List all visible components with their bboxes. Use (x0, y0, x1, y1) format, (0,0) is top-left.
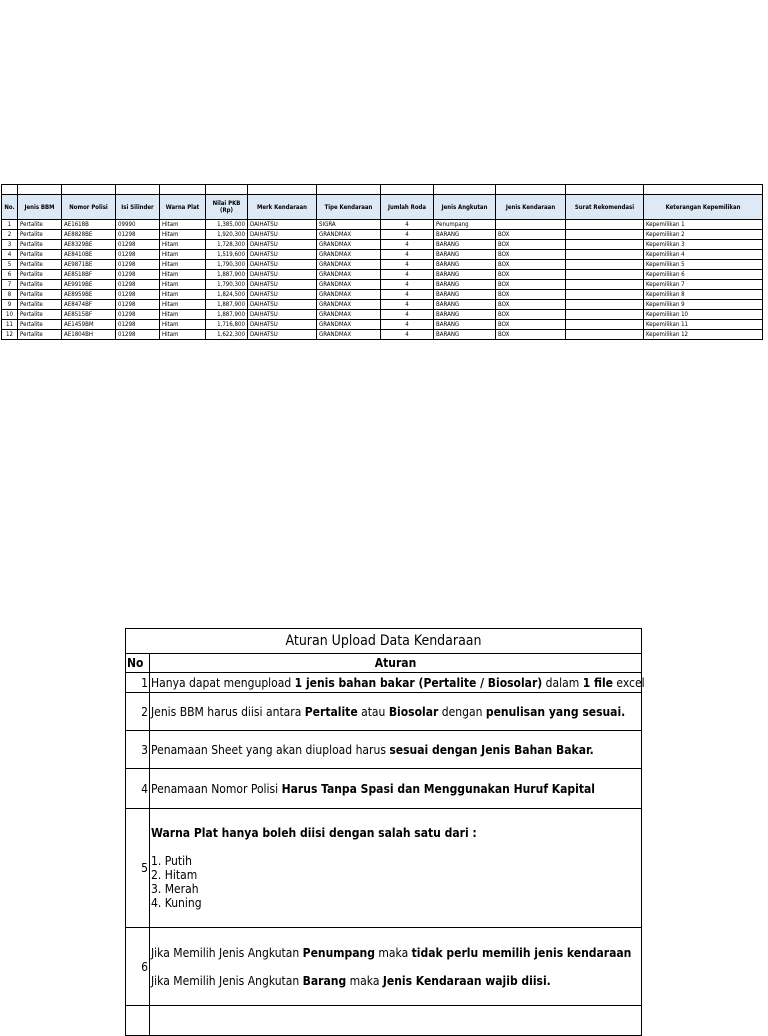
rule-text-part: maka (346, 973, 383, 988)
plate-color-option: 1. Putih (151, 854, 192, 868)
table-cell: AE8474BF (62, 300, 116, 310)
table-cell: DAIHATSU (248, 250, 317, 260)
rule-text (150, 1006, 642, 1036)
table-cell: 01298 (116, 250, 160, 260)
table-row (2, 280, 763, 290)
table-cell: Kepemilikan 4 (644, 250, 763, 260)
table-cell: Kepemilikan 9 (644, 300, 763, 310)
rule-text-part: Hanya dapat mengupload (151, 675, 295, 690)
table-cell: Pertalite (18, 310, 62, 320)
table-cell: BOX (496, 230, 566, 240)
rule-text (150, 693, 642, 731)
table-row (2, 240, 763, 250)
rule-text (150, 731, 642, 769)
table-cell (566, 230, 644, 240)
rule-text-bold: Pertalite (304, 704, 358, 719)
rule-text-bold: penulisan yang sesuai. (485, 704, 626, 719)
table-row (2, 250, 763, 260)
table-cell: 09990 (116, 220, 160, 230)
table-cell: 1,790,300 (206, 280, 248, 290)
table-cell (496, 220, 566, 230)
rule-text-part: excel (612, 675, 645, 690)
table-cell: 4 (2, 250, 18, 260)
rule-text (150, 769, 642, 809)
table-cell (566, 330, 644, 340)
table-cell: DAIHATSU (248, 280, 317, 290)
table-cell: 1,790,300 (206, 260, 248, 270)
table-cell: BARANG (434, 320, 496, 330)
table-cell: BOX (496, 240, 566, 250)
rule-row-6 (126, 928, 642, 1006)
table-cell: 01298 (116, 230, 160, 240)
rules-rule-header: Aturan (150, 654, 642, 673)
table-cell: BARANG (434, 330, 496, 340)
plate-color-option: 3. Merah (151, 882, 199, 896)
table-cell: DAIHATSU (248, 300, 317, 310)
table-cell: BOX (496, 320, 566, 330)
table-row (2, 220, 763, 230)
table-cell: 12 (2, 330, 18, 340)
table-row (2, 260, 763, 270)
table-cell: 01298 (116, 290, 160, 300)
table-cell: 6 (2, 270, 18, 280)
table-cell: GRANDMAX (317, 290, 381, 300)
table-cell: 4 (381, 220, 434, 230)
column-header: Nilai PKB (Rp) (206, 195, 248, 220)
rule-number: 5 (126, 809, 150, 928)
table-cell: GRANDMAX (317, 270, 381, 280)
column-header: Surat Rekomendasi (566, 195, 644, 220)
table-cell: DAIHATSU (248, 230, 317, 240)
column-header: Warna Plat (160, 195, 206, 220)
table-row (2, 230, 763, 240)
rules-title: Aturan Upload Data Kendaraan (126, 629, 642, 654)
plate-color-heading: Warna Plat hanya boleh diisi dengan salah satu dari : (151, 826, 477, 840)
table-cell: DAIHATSU (248, 220, 317, 230)
table-cell: BARANG (434, 250, 496, 260)
table-cell: AE8410BE (62, 250, 116, 260)
rule-text-bold: tidak perlu memilih jenis kendaraan (411, 945, 632, 960)
table-cell (566, 260, 644, 270)
rule-text-bold: sesuai dengan Jenis Bahan Bakar. (389, 742, 594, 757)
table-cell: AE1618B (62, 220, 116, 230)
table-cell: BOX (496, 310, 566, 320)
table-cell: DAIHATSU (248, 320, 317, 330)
table-header-row (2, 195, 763, 220)
table-cell (566, 300, 644, 310)
table-cell: Kepemilikan 11 (644, 320, 763, 330)
table-cell: 01298 (116, 300, 160, 310)
table-cell: DAIHATSU (248, 240, 317, 250)
table-cell: 11 (2, 320, 18, 330)
table-cell: GRANDMAX (317, 250, 381, 260)
rule-row-2 (126, 693, 642, 731)
table-cell: Pertalite (18, 250, 62, 260)
table-cell: Hitam (160, 300, 206, 310)
rules-no-header: No (126, 654, 150, 673)
table-cell: BOX (496, 270, 566, 280)
rule-text-part: Jika Memilih Jenis Angkutan (151, 945, 303, 960)
table-cell: GRANDMAX (317, 240, 381, 250)
table-cell: Kepemilikan 7 (644, 280, 763, 290)
table-cell (566, 290, 644, 300)
column-header: Tipe Kendaraan (317, 195, 381, 220)
table-cell: GRANDMAX (317, 230, 381, 240)
table-cell: Kepemilikan 5 (644, 260, 763, 270)
column-header: Merk Kendaraan (248, 195, 317, 220)
table-cell: Hitam (160, 230, 206, 240)
table-cell: AE9919BE (62, 280, 116, 290)
rule-text-bold: Penumpang (302, 945, 375, 960)
table-cell: 01298 (116, 330, 160, 340)
table-cell: 10 (2, 310, 18, 320)
table-cell: 1,716,800 (206, 320, 248, 330)
table-row (2, 320, 763, 330)
rule-row-4 (126, 769, 642, 809)
table-cell: BOX (496, 280, 566, 290)
table-row (2, 270, 763, 280)
table-cell: 1,920,300 (206, 230, 248, 240)
table-row (2, 300, 763, 310)
rule-text-part: Jenis BBM harus diisi antara (151, 704, 305, 719)
table-cell: Hitam (160, 260, 206, 270)
table-cell: AE8959BE (62, 290, 116, 300)
rule-number: 2 (126, 693, 150, 731)
table-cell: 1,824,500 (206, 290, 248, 300)
table-cell: Pertalite (18, 300, 62, 310)
table-cell: DAIHATSU (248, 270, 317, 280)
column-header: Jenis Angkutan (434, 195, 496, 220)
rule-text-part: atau (357, 704, 389, 719)
rule-number: 4 (126, 769, 150, 809)
table-cell: AE1804BH (62, 330, 116, 340)
table-cell: Hitam (160, 310, 206, 320)
rule-number: 1 (126, 673, 150, 693)
table-cell: BARANG (434, 270, 496, 280)
table-cell (566, 250, 644, 260)
rule-row-5 (126, 809, 642, 928)
rule-text-bold: Jenis Kendaraan wajib diisi. (382, 973, 551, 988)
column-header: Jenis Kendaraan (496, 195, 566, 220)
table-cell: Kepemilikan 12 (644, 330, 763, 340)
table-cell: 4 (381, 230, 434, 240)
rule-text-bold: 1 jenis bahan bakar (Pertalite / Biosolar) (294, 675, 543, 690)
table-cell: 01298 (116, 270, 160, 280)
table-cell: BARANG (434, 300, 496, 310)
table-cell: Kepemilikan 2 (644, 230, 763, 240)
rule-text-bold: Harus Tanpa Spasi dan Menggunakan Huruf Kapital (281, 781, 595, 796)
table-cell (566, 320, 644, 330)
table-row (2, 290, 763, 300)
table-cell: Hitam (160, 290, 206, 300)
table-cell: AE8828BE (62, 230, 116, 240)
table-cell: BARANG (434, 240, 496, 250)
table-cell: Hitam (160, 220, 206, 230)
table-cell: BARANG (434, 310, 496, 320)
table-cell: 8 (2, 290, 18, 300)
table-cell: BARANG (434, 230, 496, 240)
table-cell: Hitam (160, 240, 206, 250)
vehicle-data-table (1, 184, 763, 340)
table-cell: 1,887,900 (206, 270, 248, 280)
table-cell: AE9871BE (62, 260, 116, 270)
table-cell: Kepemilikan 6 (644, 270, 763, 280)
rule-number (126, 1006, 150, 1036)
table-cell: 4 (381, 330, 434, 340)
rule-row-3 (126, 731, 642, 769)
plate-color-option: 4. Kuning (151, 896, 202, 910)
table-cell: 4 (381, 300, 434, 310)
column-header: Nomor Polisi (62, 195, 116, 220)
table-cell: BARANG (434, 260, 496, 270)
blank-row (2, 185, 763, 195)
table-cell: Pertalite (18, 330, 62, 340)
table-cell: BARANG (434, 280, 496, 290)
table-cell: Kepemilikan 8 (644, 290, 763, 300)
column-header: Jumlah Roda (381, 195, 434, 220)
table-cell: AE8329BE (62, 240, 116, 250)
rule-text-part: Jika Memilih Jenis Angkutan (151, 973, 303, 988)
table-cell: Hitam (160, 250, 206, 260)
table-cell: Pertalite (18, 280, 62, 290)
table-cell: 5 (2, 260, 18, 270)
table-cell: BOX (496, 300, 566, 310)
table-row (2, 310, 763, 320)
table-cell: 3 (2, 240, 18, 250)
table-cell: BOX (496, 330, 566, 340)
table-cell: GRANDMAX (317, 310, 381, 320)
table-cell: Hitam (160, 330, 206, 340)
rule-text (150, 809, 642, 928)
table-cell: GRANDMAX (317, 330, 381, 340)
table-cell: 4 (381, 280, 434, 290)
table-cell: BOX (496, 250, 566, 260)
table-cell: DAIHATSU (248, 290, 317, 300)
table-cell: 4 (381, 320, 434, 330)
table-cell (566, 270, 644, 280)
table-cell: BARANG (434, 290, 496, 300)
table-cell: Pertalite (18, 290, 62, 300)
table-cell: Pertalite (18, 270, 62, 280)
rule-text-part: dalam (542, 675, 583, 690)
rule-text (150, 928, 642, 1006)
table-cell: GRANDMAX (317, 280, 381, 290)
table-cell: 4 (381, 270, 434, 280)
plate-color-option: 2. Hitam (151, 868, 198, 882)
table-cell: BOX (496, 290, 566, 300)
table-cell: 1,887,900 (206, 310, 248, 320)
table-cell: 01298 (116, 320, 160, 330)
table-cell (566, 280, 644, 290)
table-cell: SIGRA (317, 220, 381, 230)
column-header: Jenis BBM (18, 195, 62, 220)
table-cell: 01298 (116, 260, 160, 270)
table-cell (566, 310, 644, 320)
rule-text-bold: 1 file (582, 675, 613, 690)
table-cell: Pertalite (18, 240, 62, 250)
table-cell: 1,385,000 (206, 220, 248, 230)
rule-text-part: dengan (438, 704, 486, 719)
table-cell: Hitam (160, 320, 206, 330)
table-cell: Kepemilikan 1 (644, 220, 763, 230)
table-cell: 4 (381, 290, 434, 300)
table-cell: DAIHATSU (248, 310, 317, 320)
table-row (2, 330, 763, 340)
table-cell (566, 240, 644, 250)
table-cell: 9 (2, 300, 18, 310)
table-cell: DAIHATSU (248, 330, 317, 340)
rule-number: 6 (126, 928, 150, 1006)
rule-row-1 (126, 673, 642, 693)
table-cell: Kepemilikan 10 (644, 310, 763, 320)
rule-row-7 (126, 1006, 642, 1036)
table-cell: Penumpang (434, 220, 496, 230)
rule-text-bold: Barang (302, 973, 347, 988)
table-cell: Pertalite (18, 230, 62, 240)
table-cell: AE1459BM (62, 320, 116, 330)
table-cell: GRANDMAX (317, 260, 381, 270)
rule-text-part: maka (374, 945, 412, 960)
table-cell: AE8515BF (62, 310, 116, 320)
table-cell: Hitam (160, 270, 206, 280)
rule-text-part: Penamaan Sheet yang akan diupload harus (151, 742, 390, 757)
table-cell (566, 220, 644, 230)
rule-text-part: Penamaan Nomor Polisi (151, 781, 282, 796)
table-cell: 7 (2, 280, 18, 290)
table-cell: GRANDMAX (317, 320, 381, 330)
table-cell: Pertalite (18, 220, 62, 230)
upload-rules-table (125, 628, 645, 1036)
table-cell: 4 (381, 260, 434, 270)
table-cell: 1 (2, 220, 18, 230)
column-header: Keterangan Kepemilikan (644, 195, 763, 220)
rule-number: 3 (126, 731, 150, 769)
table-cell: AE8518BF (62, 270, 116, 280)
table-cell: 4 (381, 250, 434, 260)
table-cell: Pertalite (18, 320, 62, 330)
table-cell: 1,519,600 (206, 250, 248, 260)
table-cell: 01298 (116, 310, 160, 320)
table-cell: GRANDMAX (317, 300, 381, 310)
table-cell: 4 (381, 310, 434, 320)
table-cell: 1,887,900 (206, 300, 248, 310)
table-cell: Kepemilikan 3 (644, 240, 763, 250)
table-cell: BOX (496, 260, 566, 270)
table-cell: 2 (2, 230, 18, 240)
table-cell: 1,622,300 (206, 330, 248, 340)
column-header: Isi Silinder (116, 195, 160, 220)
table-cell: 01298 (116, 280, 160, 290)
column-header: No. (2, 195, 18, 220)
table-cell: Pertalite (18, 260, 62, 270)
rule-text-bold: Biosolar (388, 704, 439, 719)
table-cell: Hitam (160, 280, 206, 290)
table-cell: 1,728,300 (206, 240, 248, 250)
rule-text (150, 673, 645, 693)
table-cell: 01298 (116, 240, 160, 250)
table-body (2, 220, 763, 340)
table-cell: 4 (381, 240, 434, 250)
table-cell: DAIHATSU (248, 260, 317, 270)
